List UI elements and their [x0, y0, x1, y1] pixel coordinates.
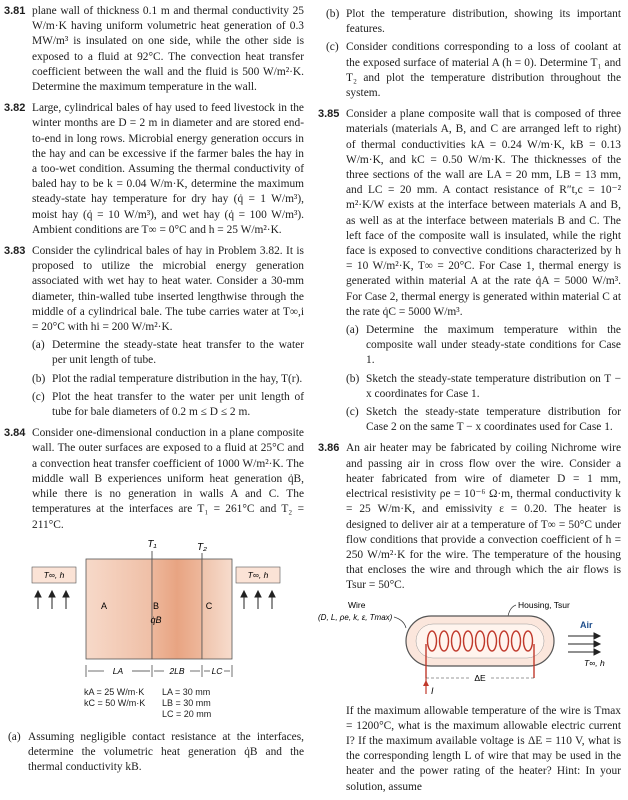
dimension-line: [86, 665, 232, 677]
subpart-label: (a): [8, 730, 21, 743]
air-flow-arrows: [568, 633, 600, 655]
air-heater-figure: [318, 598, 621, 698]
subpart-text: Sketch the steady-state temperature distribution on T − x coordinates for Case 1.: [366, 372, 621, 400]
kc-value: kC = 50 W/m·K: [84, 697, 146, 708]
delta-e-label: ΔE: [474, 672, 486, 683]
subpart-text: Plot the heat transfer to the water per unit length of tube for bale diameters of 0.2 m ≤ D ≤ 2 m.: [52, 390, 304, 419]
housing-label: Housing, Tsur: [518, 599, 570, 610]
air-conditions: T∞, h: [584, 657, 605, 668]
wall-a: [86, 559, 152, 659]
problem-3-84-subpart-b: [326, 7, 621, 37]
problem-text: Consider a plane composite wall that is composed of three materials (materials A, B, and C are arranged left to right) of thermal conductivities kA = 0.24 W/m·K, kB = 0.13 W/m·K, and kC = 0.50 W/m·K. The thicknesses of the three sections of the wall are LA = 20 mm, LB = 13 mm, and LC = 20 mm. A contact resistance of R″t,c = 10⁻² m²·K/W exists at the interface between materials A and B, as well as at the interface between materials B and C. The left face of the composite wall is insulated, while the right face is exposed to convective conditions characterized by h = 10 W/m²·K, T∞ = 20°C. For Case 1, thermal energy is generated within material A at the rate q̇A = 5000 W/m³. For Case 2, thermal energy is generated within material C at the rate q̇C = 5000 W/m³.: [346, 108, 621, 318]
subpart-text: Determine the steady-state heat transfer to the water per unit length of tube.: [52, 339, 304, 367]
subpart-a: [32, 338, 304, 368]
la-value: LA = 30 mm: [162, 686, 211, 697]
problem-number: 3.85: [318, 108, 340, 121]
subpart-text: Plot the temperature distribution, showing its important features.: [346, 8, 621, 36]
dim-lc: LC: [211, 665, 223, 676]
problem-number: 3.81: [4, 5, 26, 17]
figure-params: [4, 687, 304, 727]
air-label: Air: [580, 619, 593, 630]
composite-wall-figure: [4, 537, 304, 687]
subpart-c: [346, 405, 621, 435]
subpart-b: [32, 372, 304, 387]
problem-number: 3.86: [318, 442, 340, 455]
problem-text: An air heater may be fabricated by coiling Nichrome wire and passing air in cross flow over the wire. Consider a heater fabricated from wire of diameter D = 1 mm, electrical resistivity ρe = 10⁻⁶ Ω·m, thermal conductivity k = 25 W/m·K, and emissivity ε = 0.20. The heater is designed to deliver air at a temperature of T∞ = 50°C under flow conditions that provide a convection coefficient of h = 250 W/m²·K for the wire. The temperature of the housing that encloses the wire and through which the air flows is Tsur = 50°C.: [346, 442, 621, 592]
wire-label: Wire: [348, 599, 366, 610]
problem-3-84-subpart-c: [326, 40, 621, 101]
wall-b: [152, 559, 202, 659]
problem-text: Consider the cylindrical bales of hay in Problem 3.82. It is proposed to utilize the microbial energy generation associated with wet hay to heat water. Consider a 30-mm diameter, thin-walled tube inserted lengthwise through the middle of a cylindrical bale. The tube carries water at T∞,i = 20°C with hi = 200 W/m²·K.: [32, 245, 304, 334]
dim-la: LA: [112, 665, 124, 676]
wall-b-label: B: [152, 600, 160, 611]
subpart-label: (c): [32, 390, 45, 403]
subpart-label: (b): [32, 372, 46, 385]
subpart-text: Plot the radial temperature distribution in the hay, T(r).: [52, 372, 303, 385]
subpart-text: Determine the maximum temperature within the composite wall under steady-state conditions for Case 1.: [366, 324, 621, 367]
problem-3-86: [318, 441, 621, 593]
subpart-label: (b): [346, 372, 360, 385]
current-label: I: [431, 685, 434, 696]
wall-a-label: A: [100, 600, 108, 611]
subpart-a: [346, 323, 621, 369]
fluid-left-label: T∞, h: [43, 569, 65, 580]
subpart-c: [32, 390, 304, 420]
problem-text: plane wall of thickness 0.1 m and thermal conductivity 25 W/m·K having uniform volumetric heat generation of 0.3 MW/m³ is insulated on one side, while the other side is exposed to a fluid at 92°C. The convection heat transfer coefficient between the wall and the fluid is 500 W/m²·K. Determine the maximum temperature in the wall.: [32, 5, 304, 94]
flow-arrows-left: [35, 591, 69, 609]
subpart-b: [346, 372, 621, 402]
subpart-label: (c): [346, 406, 359, 419]
wire-params: (D, L, ρe, k, ε, Tmax): [318, 612, 393, 622]
subpart-text: Assuming negligible contact resistance at the interfaces, determine the volumetric heat generation q̇B and the thermal conductivity kB.: [28, 730, 304, 774]
subpart-label: (a): [346, 324, 359, 337]
subpart-label: (b): [326, 8, 340, 20]
problem-3-86-continued: If the maximum allowable temperature of the wire is Tmax = 1200°C, what is the maximum allowable electric current I? If the maximum available voltage is ΔE = 110 V, what is the corresponding length L of wire that may be used in the heater and the power rating of the heater? Hint: In your solution, assume: [346, 704, 621, 793]
subpart-label: (c): [326, 41, 339, 54]
problem-text: Large, cylindrical bales of hay used to feed livestock in the winter months are D = 2 m in diameter and are stored end-to-end in long rows. Microbial energy generation occurs in the hay and can be excessive if the farmer bales the hay in a too-wet condition. Assuming the thermal conductivity of baled hay to be k = 0.04 W/m·K, determine the maximum steady-state hay temperature for dry hay (q̇ = 1 W/m³), moist hay (q̇ = 10 W/m³), and wet hay (q̇ = 100 W/m³). Ambient conditions are T∞ = 0°C and h = 25 W/m²·K.: [32, 102, 304, 236]
subpart-text: Consider conditions corresponding to a loss of coolant at the exposed surface of material A (h = 0). Determine T₁ and T₂ and plot the temperature distribution throughout the system.: [346, 41, 621, 100]
right-column: [318, 4, 621, 795]
fluid-right-label: T∞, h: [247, 569, 269, 580]
flow-arrows-right: [241, 591, 275, 609]
qb-label: q̇B: [150, 614, 162, 625]
subpart-label: (a): [32, 339, 45, 352]
problem-3-85: [318, 107, 621, 435]
problem-number: 3.83: [4, 245, 26, 258]
t1-label: T₁: [147, 538, 157, 550]
ka-value: kA = 25 W/m·K: [84, 686, 145, 697]
problem-text: Consider one-dimensional conduction in a plane composite wall. The outer surfaces are exposed to a fluid at 25°C and a convection heat transfer coefficient of 1000 W/m²·K. The middle wall B experiences uniform heat generation q̇B, while there is no generation in walls A and C. The temperatures at the interfaces are T₁ = 261°C and T₂ = 211°C.: [32, 427, 304, 531]
problem-number: 3.82: [4, 102, 26, 115]
problem-3-81: [4, 4, 304, 95]
t2-label: T₂: [197, 541, 207, 553]
lb-value: LB = 30 mm: [162, 697, 211, 708]
subpart-text: Sketch the steady-state temperature distribution for Case 2 on the same T − x coordinates used for Case 1.: [366, 406, 621, 434]
problem-3-84-subpart-a: [8, 730, 304, 776]
wall-c-label: C: [205, 600, 213, 611]
problem-3-84: [4, 426, 304, 532]
dim-2lb: 2LB: [169, 665, 185, 676]
lc-value: LC = 20 mm: [162, 708, 212, 719]
left-column: [4, 4, 304, 778]
problem-3-82: [4, 101, 304, 238]
problem-number: 3.84: [4, 427, 26, 440]
problem-3-83: [4, 244, 304, 420]
